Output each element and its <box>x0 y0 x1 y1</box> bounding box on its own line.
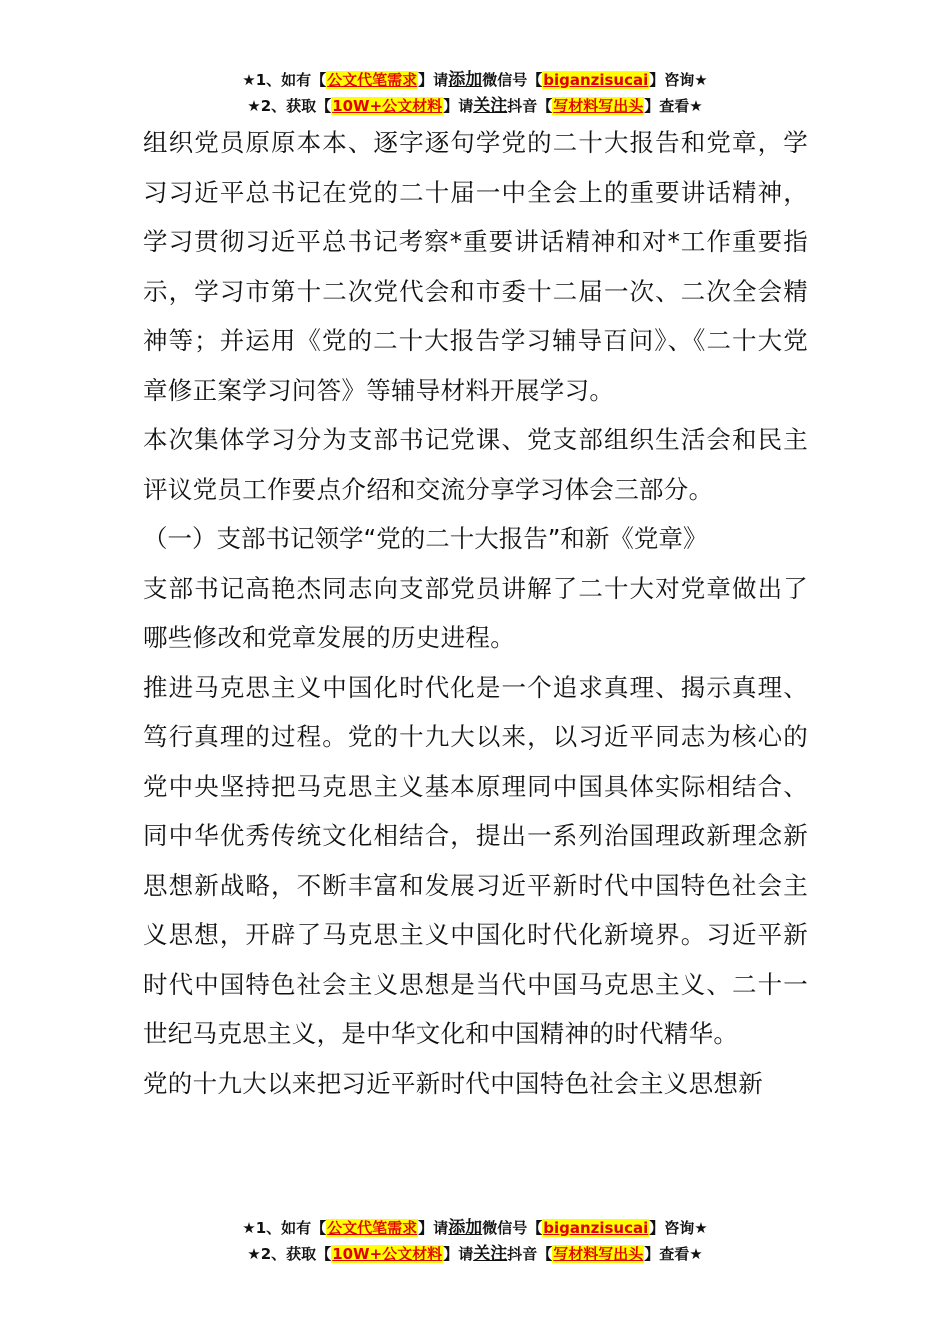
banner-line-1: ★1、如有【公文代笔需求】请添加微信号【biganzisucai】咨询★ <box>242 70 708 90</box>
header-banner <box>0 67 950 119</box>
banner-line-2: ★2、获取【10W+公文材料】请关注抖音【写材料写出头】查看★ <box>247 96 703 116</box>
paragraph: 推进马克思主义中国化时代化是一个追求真理、揭示真理、笃行真理的过程。党的十九大以来，以习近平同志为核心的党中央坚持把马克思主义基本原理同中国具体实际相结合、同中华优秀传统文化相结合，提出一系列治国理政新理念新思想新战略，不断丰富和发展习近平新时代中国特色社会主义思想，开辟了马克思主义中国化时代化新境界。习近平新时代中国特色社会主义思想是当代中国马克思主义、二十一世纪马克思主义，是中华文化和中国精神的时代精华。 <box>143 672 808 1048</box>
paragraph: 组织党员原原本本、逐字逐句学党的二十大报告和党章，学习习近平总书记在党的二十届一中全会上的重要讲话精神，学习贯彻习近平总书记考察*重要讲话精神和对*工作重要指示，学习市第十二次党代会和市委十二届一次、二次全会精神等；并运用《党的二十大报告学习辅导百问》、《二十大党章修正案学习问答》等辅导材料开展学习。 <box>143 128 808 405</box>
banner-wechat-id: biganzisucai <box>543 1219 649 1237</box>
document-body <box>143 118 808 1108</box>
section-heading: （一）支部书记领学“党的二十大报告”和新《党章》 <box>143 524 708 553</box>
banner-line-2: ★2、获取【10W+公文材料】请关注抖音【写材料写出头】查看★ <box>247 1244 703 1264</box>
banner-douyin-name: 写材料写出头 <box>553 97 644 115</box>
banner-line-1: ★1、如有【公文代笔需求】请添加微信号【biganzisucai】咨询★ <box>242 1218 708 1238</box>
banner-highlight: 公文代笔需求 <box>327 71 418 89</box>
paragraph: 本次集体学习分为支部书记党课、党支部组织生活会和民主评议党员工作要点介绍和交流分享学习体会三部分。 <box>143 425 808 504</box>
banner-highlight: 10W+公文材料 <box>332 1245 443 1263</box>
paragraph: 党的十九大以来把习近平新时代中国特色社会主义思想新 <box>143 1068 763 1098</box>
banner-highlight: 公文代笔需求 <box>327 1219 418 1237</box>
banner-wechat-id: biganzisucai <box>543 71 649 89</box>
paragraph: 支部书记高艳杰同志向支部党员讲解了二十大对党章做出了哪些修改和党章发展的历史进程。 <box>143 573 808 652</box>
banner-highlight: 10W+公文材料 <box>332 97 443 115</box>
banner-douyin-name: 写材料写出头 <box>553 1245 644 1263</box>
footer-banner <box>0 1215 950 1267</box>
